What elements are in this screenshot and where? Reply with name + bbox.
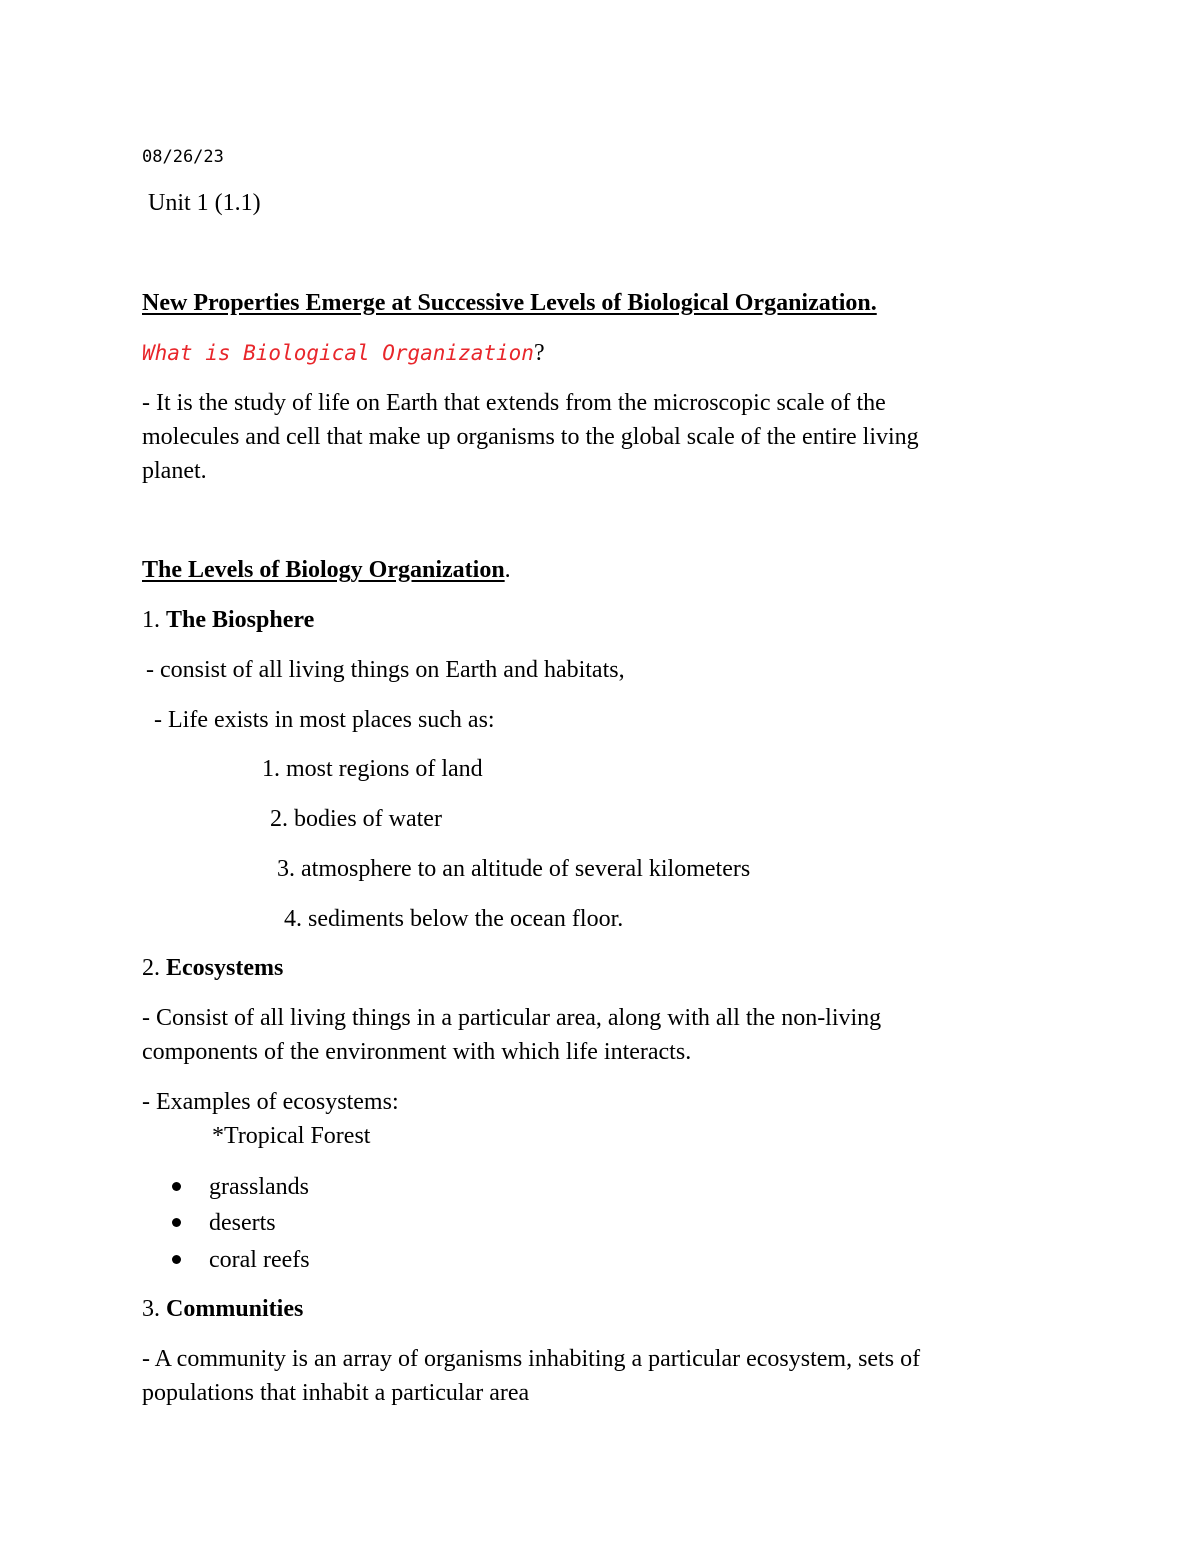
unit-label: Unit 1 (1.1) — [148, 190, 261, 216]
place-item-2: 2. bodies of water — [270, 806, 442, 832]
level-1-places-intro: - Life exists in most places such as: — [154, 707, 495, 733]
question-text: What is Biological Organization — [142, 341, 534, 365]
level-2-title: Ecosystems — [166, 955, 284, 981]
definition-line-3: planet. — [142, 458, 207, 484]
level-3-number: 3. — [142, 1296, 166, 1322]
date: 08/26/23 — [142, 147, 224, 167]
level-3-heading — [142, 1292, 303, 1326]
place-item-1: 1. most regions of land — [262, 756, 483, 782]
levels-heading-period: . — [504, 557, 511, 583]
bullet-item — [172, 1206, 276, 1240]
bullet-text: deserts — [209, 1210, 276, 1236]
level-3-title: Communities — [166, 1296, 304, 1322]
levels-heading-text: The Levels of Biology Organization — [142, 557, 505, 583]
example-tropical-forest: *Tropical Forest — [212, 1123, 371, 1149]
level-3-description-line-2: populations that inhabit a particular area — [142, 1380, 530, 1406]
bullet-icon — [172, 1255, 181, 1264]
level-1-heading — [142, 603, 314, 637]
question-line — [142, 336, 545, 370]
level-1-number: 1. — [142, 607, 166, 633]
level-2-description-line-1: - Consist of all living things in a particular area, along with all the non-living — [142, 1005, 882, 1031]
section-heading-levels — [142, 553, 511, 587]
place-item-3: 3. atmosphere to an altitude of several kilometers — [277, 856, 751, 882]
bullet-text: coral reefs — [209, 1247, 310, 1273]
section-heading-new-properties: New Properties Emerge at Successive Levels of Biological Organization. — [142, 290, 877, 316]
question-mark: ? — [533, 340, 545, 366]
definition-line-1: - It is the study of life on Earth that extends from the microscopic scale of the — [142, 390, 886, 416]
definition-line-2: molecules and cell that make up organisms to the global scale of the entire living — [142, 424, 919, 450]
place-item-4: 4. sediments below the ocean floor. — [284, 906, 624, 932]
level-1-description: - consist of all living things on Earth and habitats, — [146, 657, 625, 683]
bullet-item — [172, 1170, 309, 1204]
bullet-item — [172, 1243, 310, 1277]
bullet-icon — [172, 1182, 181, 1191]
bullet-icon — [172, 1218, 181, 1227]
level-2-number: 2. — [142, 955, 166, 981]
level-2-description-line-2: components of the environment with which life interacts. — [142, 1039, 692, 1065]
level-2-heading — [142, 951, 283, 985]
bullet-text: grasslands — [209, 1174, 309, 1200]
level-2-examples-intro: - Examples of ecosystems: — [142, 1089, 399, 1115]
level-3-description-line-1: - A community is an array of organisms inhabiting a particular ecosystem, sets of — [142, 1346, 921, 1372]
level-1-title: The Biosphere — [166, 607, 315, 633]
